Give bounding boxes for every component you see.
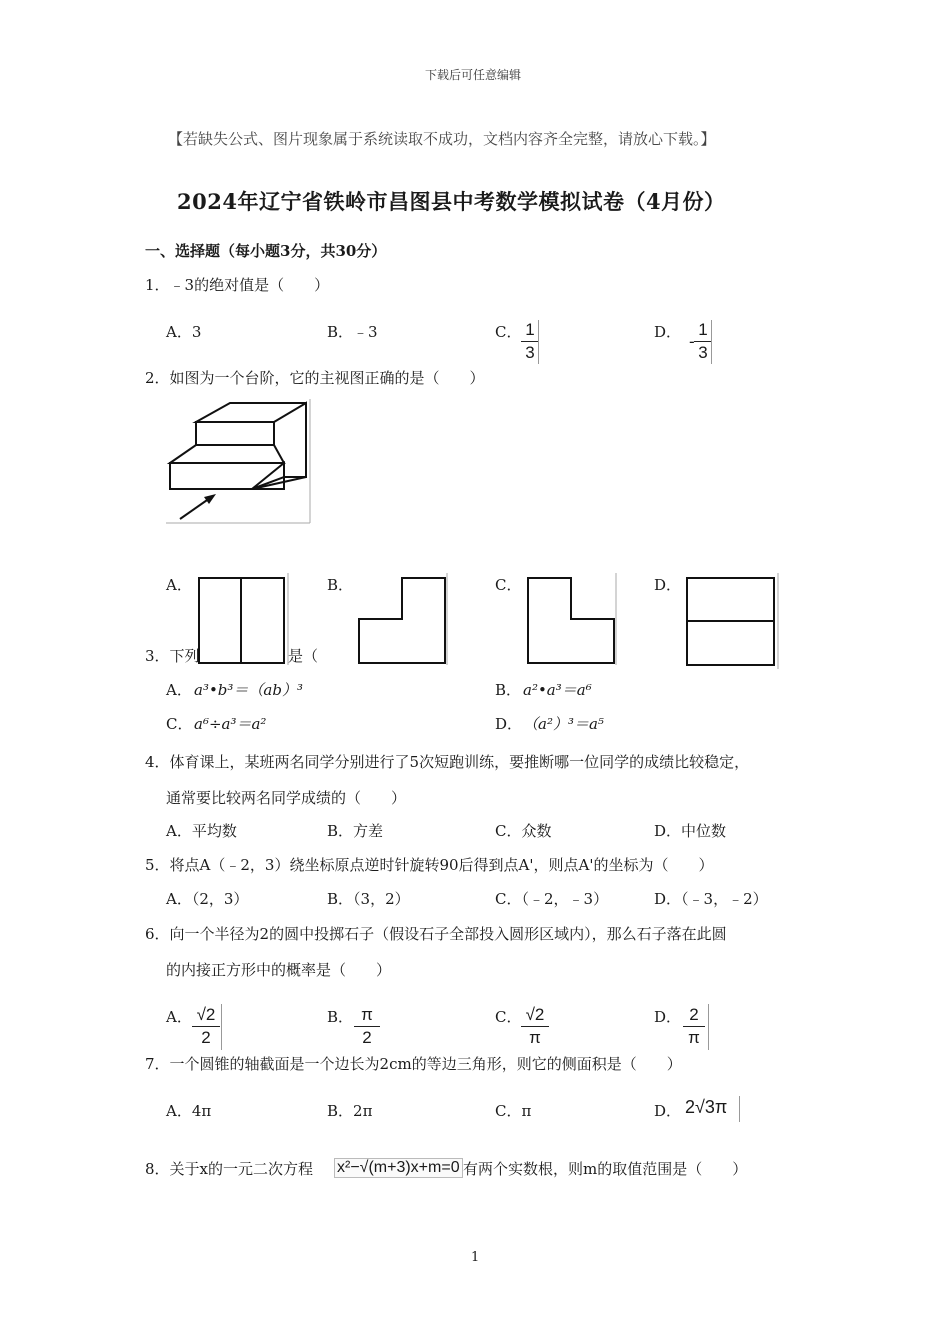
q2-option-d-label: D．: [654, 576, 682, 594]
question-7-stem: 7．一个圆锥的轴截面是一个边长为2cm的等边三角形，则它的侧面积是（ ）: [145, 1055, 682, 1073]
q1-option-d-fraction: [694, 320, 712, 363]
q1-option-c-label: C．: [495, 323, 522, 341]
fraction-numerator: 1: [698, 320, 708, 339]
question-8-stem-end: 有两个实数根，则m的取值范围是（ ）: [463, 1160, 748, 1178]
fraction-bar: [192, 1026, 220, 1027]
question-3-stem-start: 3．下列: [145, 647, 200, 665]
q4-option-a: A．平均数: [166, 822, 237, 840]
fraction-denominator: π: [529, 1028, 541, 1047]
q2-option-b-figure: [356, 573, 448, 665]
fraction-numerator: 2: [689, 1005, 699, 1024]
q6-option-d-fraction: [683, 1005, 705, 1048]
q2-option-a-figure: [196, 573, 290, 665]
q6-option-a-fraction: [192, 1005, 220, 1048]
fraction-bar: [521, 1026, 549, 1027]
q1-option-d-label: D．: [654, 323, 682, 341]
q6-option-c-fraction: [521, 1005, 549, 1048]
q7-option-d-label: D．: [654, 1102, 682, 1120]
q5-option-b: B．（3，2）: [327, 890, 410, 908]
fraction-denominator: 2: [362, 1028, 372, 1047]
q4-option-c: C．众数: [495, 822, 552, 840]
image-edge: [538, 320, 539, 364]
q8-equation: x²−√(m+3)x+m=0: [334, 1158, 463, 1178]
fraction-numerator: √2: [525, 1005, 545, 1024]
image-edge: [739, 1096, 740, 1122]
question-6-stem-line2: 的内接正方形中的概率是（ ）: [166, 961, 392, 979]
question-6-stem-line1: 6．向一个半径为2的圆中投掷石子（假设石子全部投入圆形区域内），那么石子落在此圆: [145, 925, 727, 943]
q3-option-b-label: B．: [495, 681, 522, 699]
image-edge: [221, 1004, 222, 1050]
q1-option-b: B．﹣3: [327, 323, 378, 341]
q3-option-a-label: A．: [166, 681, 192, 699]
q6-option-a-label: A．: [166, 1008, 192, 1026]
q3-option-b-expr: a²•a³＝a⁶: [523, 681, 592, 699]
image-edge: [711, 320, 712, 364]
question-5-stem: 5．将点A（﹣2，3）绕坐标原点逆时针旋转90后得到点A'，则点A'的坐标为（ ）: [145, 856, 714, 874]
q6-option-c-label: C．: [495, 1008, 522, 1026]
question-3-stem-end: 是（: [288, 647, 319, 665]
section-heading: 一、选择题（每小题3分，共30分）: [145, 242, 387, 260]
question-8-stem-start: 8．关于x的一元二次方程: [145, 1160, 314, 1178]
q7-option-b: B．2π: [327, 1102, 373, 1120]
question-4-stem-line2: 通常要比较两名同学成绩的（ ）: [166, 789, 407, 807]
staircase-figure: [164, 397, 314, 525]
q3-option-d-label: D．: [495, 715, 523, 733]
question-4-stem-line1: 4．体育课上，某班两名同学分别进行了5次短跑训练，要推断哪一位同学的成绩比较稳定，: [145, 753, 750, 771]
page-title: 2024年辽宁省铁岭市昌图县中考数学模拟试卷（4月份）: [177, 189, 726, 214]
fraction-denominator: 3: [698, 343, 708, 362]
q1-option-a: A．3: [166, 323, 202, 341]
q2-option-c-figure: [525, 573, 617, 665]
q1-option-c-fraction: [521, 320, 539, 363]
page-number: 1: [471, 1250, 480, 1265]
q7-option-d-expr: 2√3π: [685, 1097, 728, 1117]
q5-option-a: A．（2，3）: [166, 890, 249, 908]
top-note: 下载后可任意编辑: [425, 68, 522, 82]
q2-option-c-label: C．: [495, 576, 522, 594]
fraction-bar: [521, 341, 539, 342]
image-edge: [708, 1004, 709, 1050]
fraction-denominator: 3: [525, 343, 535, 362]
q3-option-c-label: C．: [166, 715, 193, 733]
q7-option-a: A．4π: [166, 1102, 212, 1120]
question-1-stem: 1．﹣3的绝对值是（ ）: [145, 276, 330, 294]
q3-option-c-expr: a⁶÷a³＝a²: [194, 715, 267, 733]
q3-option-d-expr: （a²）³＝a⁵: [523, 715, 604, 733]
q1-option-d-sign: -: [689, 332, 695, 351]
q4-option-b: B．方差: [327, 822, 384, 840]
fraction-denominator: 2: [201, 1028, 211, 1047]
q6-option-b-fraction: [354, 1005, 380, 1048]
fraction-denominator: π: [688, 1028, 700, 1047]
fraction-numerator: 1: [525, 320, 535, 339]
q2-option-d-figure: [684, 573, 780, 669]
fraction-numerator: √2: [196, 1005, 216, 1024]
question-2-stem: 2．如图为一个台阶，它的主视图正确的是（ ）: [145, 369, 485, 387]
q7-option-c: C．π: [495, 1102, 532, 1120]
fraction-bar: [694, 341, 712, 342]
q6-option-d-label: D．: [654, 1008, 682, 1026]
q2-option-b-label: B．: [327, 576, 354, 594]
q5-option-d: D．（﹣3，﹣2）: [654, 890, 768, 908]
fraction-bar: [354, 1026, 380, 1027]
fraction-bar: [683, 1026, 705, 1027]
q6-option-b-label: B．: [327, 1008, 354, 1026]
notice-banner: 【若缺失公式、图片现象属于系统读取不成功，文档内容齐全完整，请放心下载。】: [168, 130, 716, 148]
q2-option-a-label: A．: [166, 576, 192, 594]
q4-option-d: D．中位数: [654, 822, 727, 840]
q3-option-a-expr: a³•b³＝（ab）³: [194, 681, 303, 699]
fraction-numerator: π: [361, 1005, 373, 1024]
q5-option-c: C．（﹣2，﹣3）: [495, 890, 609, 908]
